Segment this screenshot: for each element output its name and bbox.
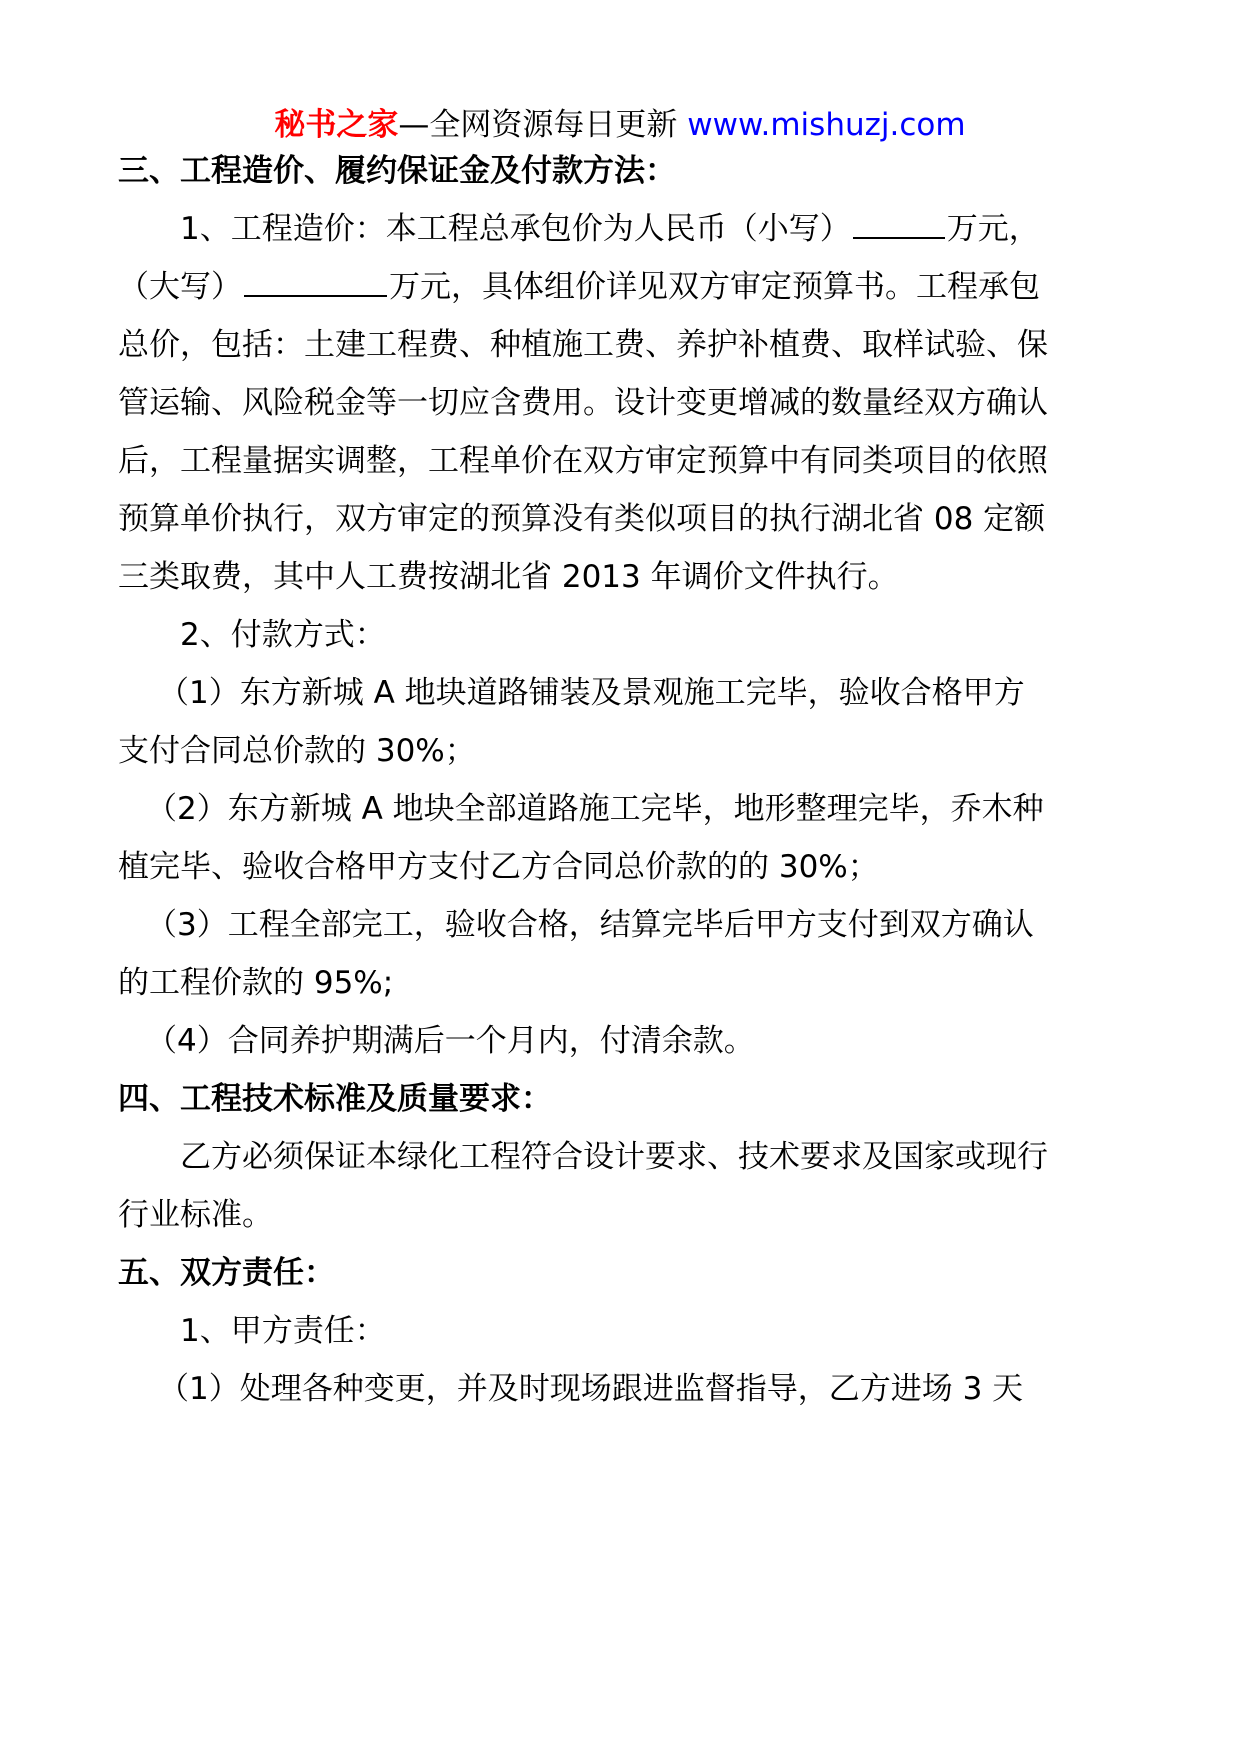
section4-line1: 乙方必须保证本绿化工程符合设计要求、技术要求及国家或现行 [180,1139,1048,1175]
section5-item1-heading: 1、甲方责任： [180,1313,386,1349]
item1-line1-text: 1、工程造价：本工程总承包价为人民币（小写） [180,211,851,247]
payment2-line2: 植完毕、验收合格甲方支付乙方合同总价款的的 30%； [118,849,879,885]
uppercase-amount-blank[interactable] [244,264,387,297]
section4-heading: 四、工程技术标准及质量要求： [118,1081,552,1117]
section3-item1-line6: 预算单价执行，双方审定的预算没有类似项目的执行湖北省 08 定额 [118,501,1046,537]
section3-item1-line2 [118,254,1128,320]
section5-item1-line1: （1）处理各种变更，并及时现场跟进监督指导，乙方进场 3 天 [158,1371,1024,1407]
header-url[interactable]: www.mishuzj.com [687,107,966,143]
section3-item1-line7: 三类取费，其中人工费按湖北省 2013 年调价文件执行。 [118,559,899,595]
section3-item2-heading: 2、付款方式： [180,617,386,653]
payment2-line1: （2）东方新城 A 地块全部道路施工完毕，地形整理完毕，乔木种 [146,791,1044,827]
payment3-line1: （3）工程全部完工，验收合格，结算完毕后甲方支付到双方确认 [146,907,1034,943]
section3-item1-line3: 总价，包括：土建工程费、种植施工费、养护补植费、取样试验、保 [118,327,1048,363]
item1-line1-unit: 万元， [946,211,1040,247]
payment1-line2: 支付合同总价款的 30%； [118,733,476,769]
header-brand: 秘书之家 [274,107,399,143]
lowercase-amount-blank[interactable] [853,206,945,239]
section4-line2: 行业标准。 [118,1197,273,1233]
section3-item1-line5: 后，工程量据实调整，工程单价在双方审定预算中有同类项目的依照 [118,443,1048,479]
payment4-line1: （4）合同养护期满后一个月内，付清余款。 [146,1023,755,1059]
payment1-line1: （1）东方新城 A 地块道路铺装及景观施工完毕，验收合格甲方 [158,675,1025,711]
section5-heading: 五、双方责任： [118,1255,335,1291]
item1-line2-rest: 万元，具体组价详见双方审定预算书。工程承包 [389,269,1040,305]
section3-heading: 三、工程造价、履约保证金及付款方法： [118,153,676,189]
header-tagline: —全网资源每日更新 [398,107,678,143]
section3-item1-line1 [118,196,1128,262]
section3-item1-line4: 管运输、风险税金等一切应含费用。设计变更增减的数量经双方确认 [118,385,1048,421]
item1-line2-text: （大写） [118,269,242,305]
payment3-line2: 的工程价款的 95%; [118,965,394,1001]
